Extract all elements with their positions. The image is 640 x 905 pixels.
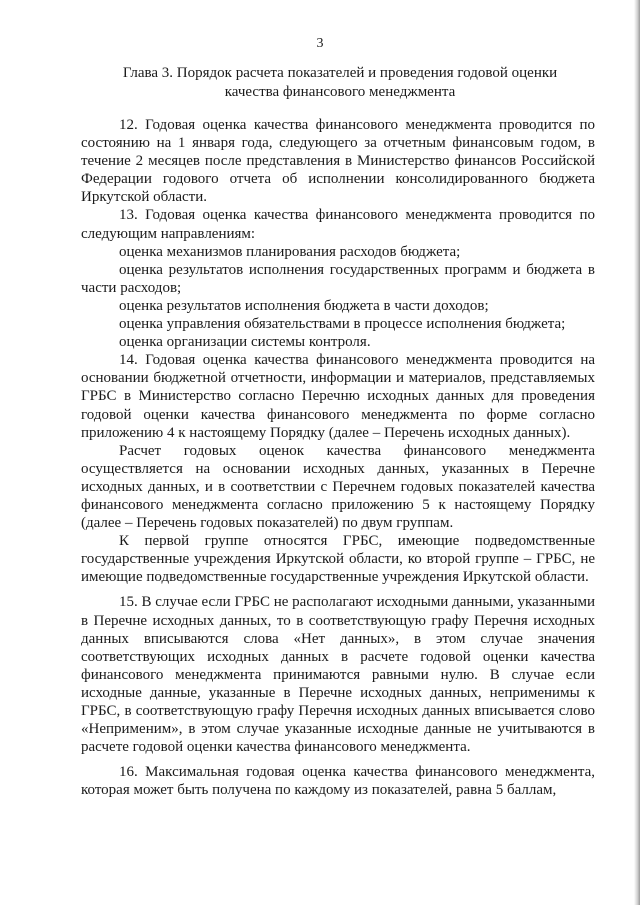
paragraph-16: 16. Максимальная годовая оценка качества финансового менеджмента, которая может быть получена по каждому из показателей, равна 5 баллам, xyxy=(81,764,595,799)
list-item-obligations: оценка управления обязательствами в процессе исполнения бюджета; xyxy=(119,316,566,333)
list-item-planning: оценка механизмов планирования расходов бюджета; xyxy=(119,243,461,260)
scan-edge xyxy=(634,0,640,905)
list-item-revenue: оценка результатов исполнения бюджета в части доходов; xyxy=(119,297,489,314)
paragraph-groups: К первой группе относятся ГРБС, имеющие подведомственные государственные учреждения Иркутской области, ко второй группе – ГРБС, не имеющие подведомственные государственные учреждения Иркутской области. xyxy=(81,533,595,586)
chapter-title xyxy=(60,64,620,102)
paragraph-13: 13. Годовая оценка качества финансового менеджмента проводится по следующим направлениям: xyxy=(81,207,595,242)
paragraph-calculation: Расчет годовых оценок качества финансового менеджмента осуществляется на основании исходных данных, указанных в Перечне исходных данных, и в соответствии с Перечнем годовых показателей качества финансового менеджмента согласно приложению 5 к настоящему Порядку (далее – Перечень годовых показателей) по двум группам. xyxy=(81,442,595,532)
page-number: 3 xyxy=(316,36,324,51)
list-item-control: оценка организации системы контроля. xyxy=(119,334,371,351)
chapter-title-line-2: качества финансового менеджмента xyxy=(224,84,456,100)
paragraph-15: 15. В случае если ГРБС не располагают исходными данными, указанными в Перечне исходных данных, то в соответствующую графу Перечня исходных данных вписываются слова «Нет данных», в этом случае значения соответствующих исходных данных в расчете годовой оценки качества финансового менеджмента принимаются равными нулю. В случае если исходные данные, указанные в Перечне исходных данных, неприменимы к ГРБС, в соответствующую графу Перечня исходных данных вписывается слово «Неприменим», в этом случае указанные исходные данные не учитываются в расчете годовой оценки качества финансового менеджмента. xyxy=(81,594,595,756)
body-text xyxy=(81,116,595,799)
paragraph-12: 12. Годовая оценка качества финансового менеджмента проводится по состоянию на 1 января года, следующего за отчетным финансовым годом, в течение 2 месяцев после представления в Министерство финансов Российской Федерации годового отчета об исполнении консолидированного бюджета Иркутской области. xyxy=(81,117,595,206)
list-item-programs: оценка результатов исполнения государственных программ и бюджета в части расходов; xyxy=(81,261,595,296)
chapter-title-line-1: Глава 3. Порядок расчета показателей и проведения годовой оценки xyxy=(122,65,558,81)
paragraph-14: 14. Годовая оценка качества финансового менеджмента проводится на основании бюджетной отчетности, информации и материалов, представляемых ГРБС в Министерство согласно Перечню исходных данных для проведения годовой оценки качества финансового менеджмента по форме согласно приложению 4 к настоящему Порядку (далее – Перечень исходных данных). xyxy=(81,352,595,441)
